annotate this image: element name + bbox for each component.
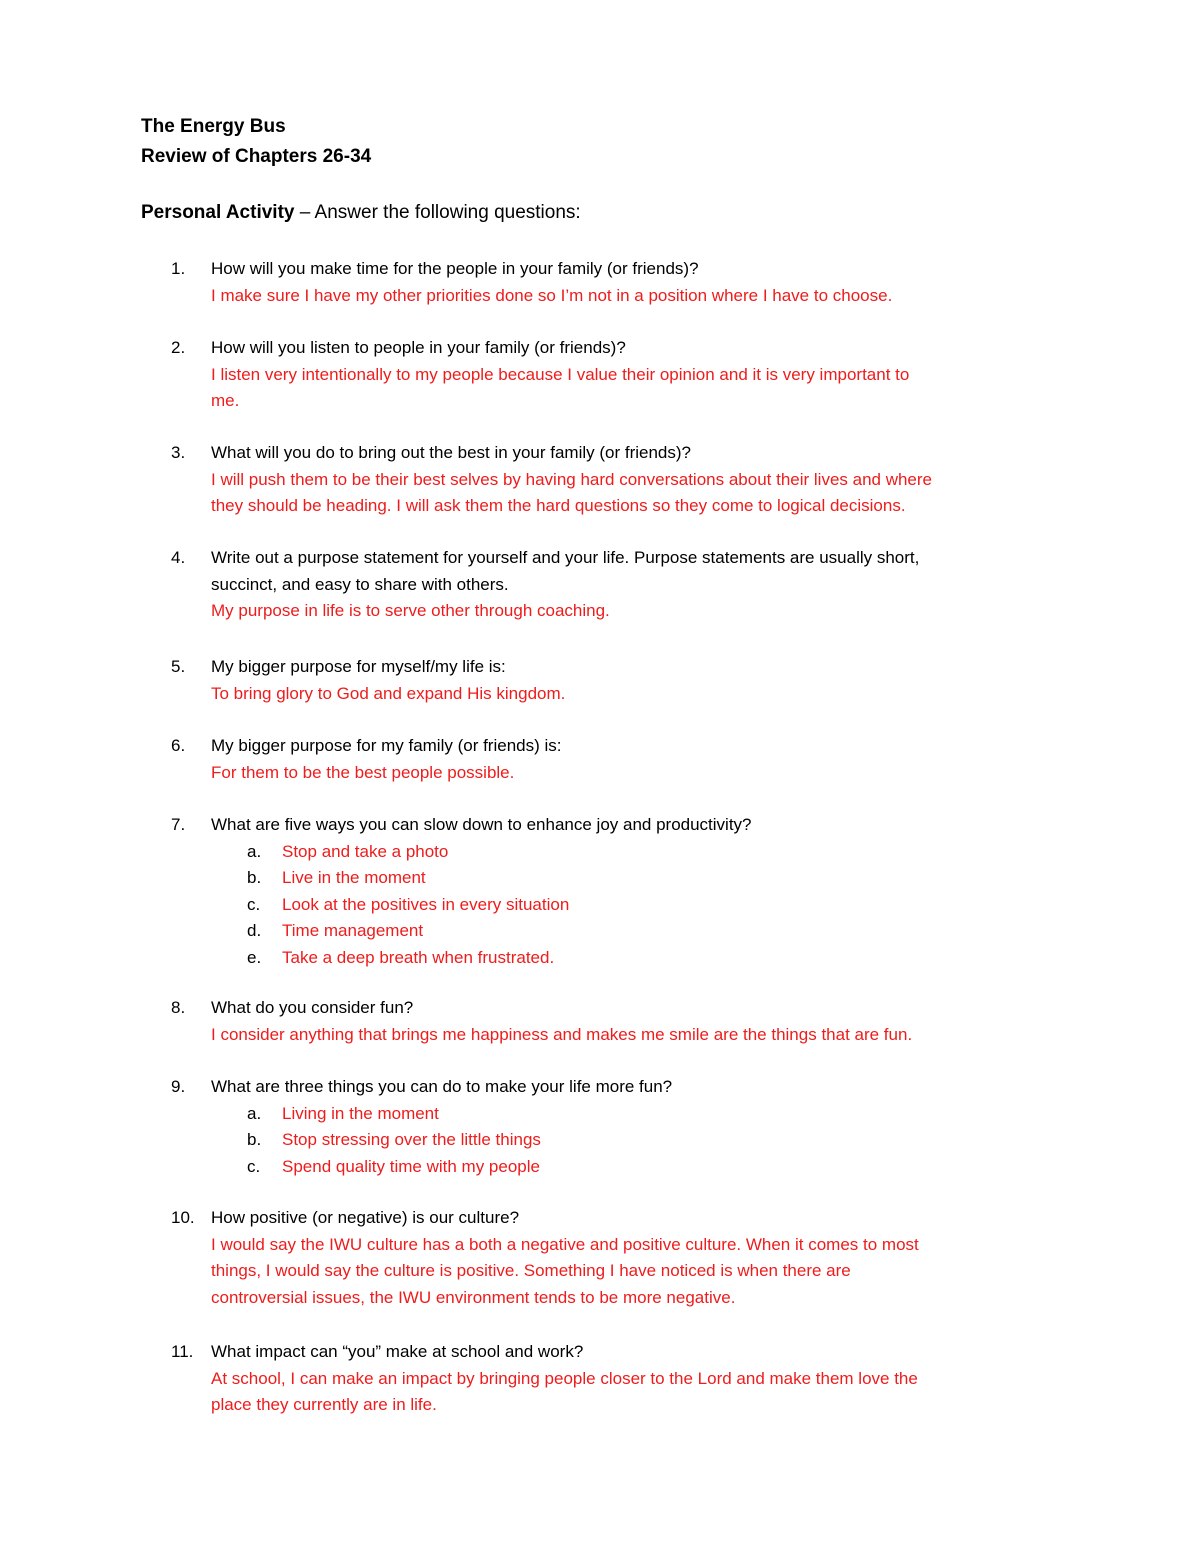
question-text: What do you consider fun? bbox=[211, 998, 414, 1017]
answer-text: At school, I can make an impact by bringing people closer to the Lord and make them love the bbox=[211, 1368, 918, 1388]
question-number: 1. bbox=[171, 259, 186, 278]
answer-text: To bring glory to God and expand His kingdom. bbox=[211, 683, 566, 703]
question-text: succinct, and easy to share with others. bbox=[211, 574, 509, 594]
sub-item-answer: Living in the moment bbox=[282, 1103, 439, 1123]
answer-text: place they currently are in life. bbox=[211, 1395, 437, 1414]
question-number: 3. bbox=[171, 443, 186, 462]
sub-item-answer: Stop stressing over the little things bbox=[282, 1130, 541, 1149]
sub-item-letter: b. bbox=[247, 868, 262, 887]
sub-item-letter: c. bbox=[247, 894, 261, 914]
answer-text: My purpose in life is to serve other through coaching. bbox=[211, 601, 610, 620]
document-subtitle: Review of Chapters 26-34 bbox=[141, 146, 372, 167]
section-heading bbox=[141, 200, 581, 226]
section-heading-rest: – Answer the following questions: bbox=[294, 202, 581, 223]
question-text: How positive (or negative) is our culture? bbox=[211, 1208, 520, 1227]
section-heading-bold: Personal Activity bbox=[141, 202, 295, 223]
question-number: 5. bbox=[171, 657, 186, 676]
sub-item-letter: a. bbox=[247, 1103, 262, 1123]
sub-item-answer: Look at the positives in every situation bbox=[282, 894, 570, 914]
answer-text: they should be heading. I will ask them the hard questions so they come to logical decisions. bbox=[211, 496, 906, 515]
answer-text: me. bbox=[211, 391, 240, 410]
question-text: My bigger purpose for my family (or friends) is: bbox=[211, 736, 562, 755]
question-number: 6. bbox=[171, 736, 186, 755]
answer-text: For them to be the best people possible. bbox=[211, 762, 515, 782]
answer-text: things, I would say the culture is positive. Something I have noticed is when there are bbox=[211, 1261, 851, 1280]
question-number: 4. bbox=[171, 548, 186, 567]
question-text: What will you do to bring out the best in your family (or friends)? bbox=[211, 443, 691, 462]
question-text: Write out a purpose statement for yourself and your life. Purpose statements are usually short, bbox=[211, 548, 920, 567]
answer-text: I make sure I have my other priorities done so I’m not in a position where I have to choose. bbox=[211, 285, 893, 305]
answer-text: controversial issues, the IWU environment tends to be more negative. bbox=[211, 1287, 736, 1307]
question-number: 9. bbox=[171, 1077, 186, 1096]
question-number: 7. bbox=[171, 815, 186, 834]
answer-text: I would say the IWU culture has a both a negative and positive culture. When it comes to most bbox=[211, 1234, 919, 1254]
sub-item-answer: Time management bbox=[282, 921, 424, 940]
answer-text: I consider anything that brings me happiness and makes me smile are the things that are fun. bbox=[211, 1024, 913, 1044]
sub-item-answer: Stop and take a photo bbox=[282, 841, 449, 861]
question-text: What are three things you can do to make your life more fun? bbox=[211, 1077, 673, 1096]
answer-text: I listen very intentionally to my people because I value their opinion and it is very important to bbox=[211, 364, 910, 384]
sub-item-letter: a. bbox=[247, 841, 262, 861]
question-number: 8. bbox=[171, 998, 186, 1017]
question-number: 11. bbox=[171, 1342, 194, 1361]
question-text: How will you make time for the people in your family (or friends)? bbox=[211, 259, 699, 278]
sub-item-letter: b. bbox=[247, 1130, 262, 1149]
document-title: The Energy Bus bbox=[141, 116, 286, 137]
question-text: How will you listen to people in your family (or friends)? bbox=[211, 338, 626, 357]
sub-item-letter: d. bbox=[247, 921, 262, 940]
question-number: 10. bbox=[171, 1208, 195, 1227]
question-number: 2. bbox=[171, 338, 186, 357]
sub-item-letter: e. bbox=[247, 947, 262, 967]
answer-text: I will push them to be their best selves by having hard conversations about their lives and where bbox=[211, 469, 933, 489]
sub-item-answer: Live in the moment bbox=[282, 868, 426, 887]
question-text: What are five ways you can slow down to enhance joy and productivity? bbox=[211, 815, 752, 834]
sub-item-letter: c. bbox=[247, 1156, 261, 1176]
question-text: My bigger purpose for myself/my life is: bbox=[211, 657, 506, 676]
sub-item-answer: Spend quality time with my people bbox=[282, 1156, 540, 1176]
question-text: What impact can “you” make at school and work? bbox=[211, 1342, 584, 1361]
sub-item-answer: Take a deep breath when frustrated. bbox=[282, 947, 555, 967]
